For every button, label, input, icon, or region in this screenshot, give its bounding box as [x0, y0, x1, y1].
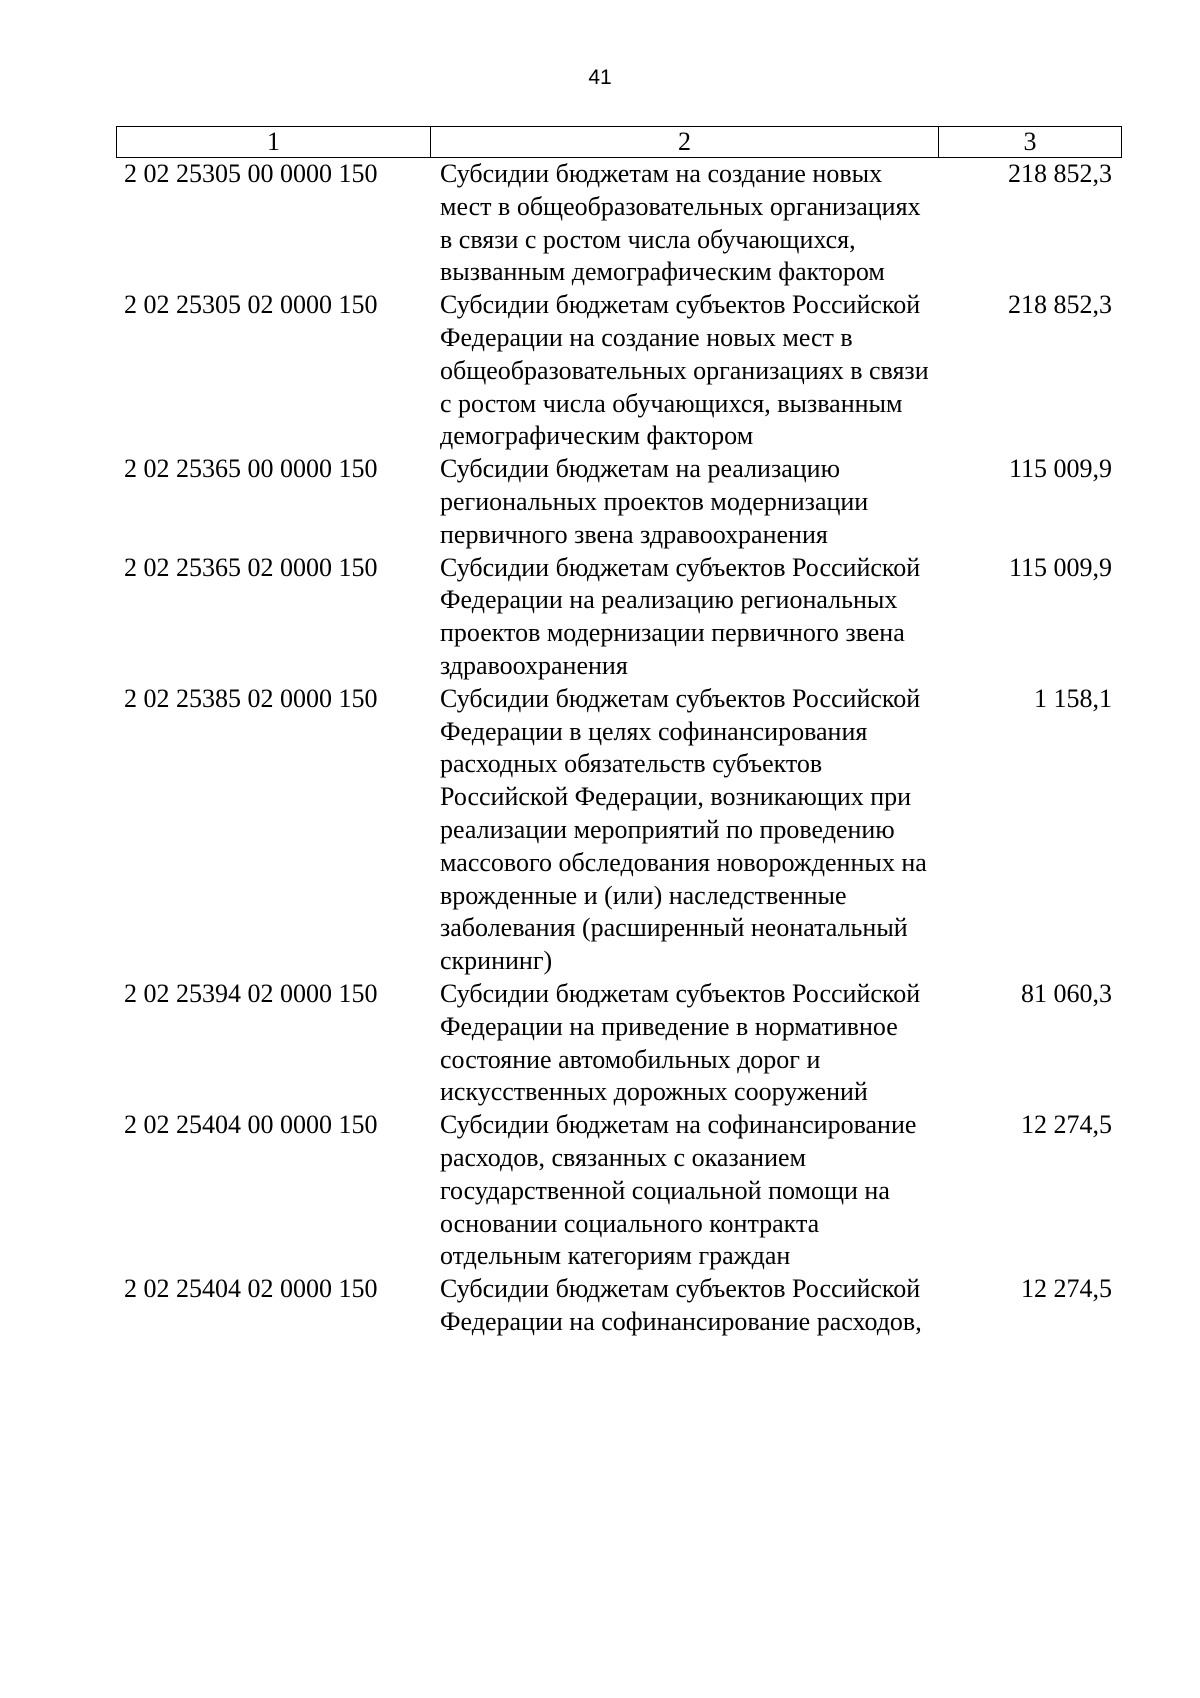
revenue-name: Субсидии бюджетам на софинансирование расходов, связанных с оказанием государственной социальной помощи на основании социального контракта отдельным категориям граждан [440, 1110, 917, 1271]
column-header-3: 3 [1023, 127, 1037, 156]
revenue-name: Субсидии бюджетам субъектов Российской Федерации на реализацию региональных проектов модернизации первичного звена здравоохранения [440, 552, 921, 680]
table-header [116, 126, 1122, 158]
revenue-name: Субсидии бюджетам субъектов Российской Федерации в целях софинансирования расходных обязательств субъектов Российской Федерации, возникающих при реализации мероприятий по проведению массового обследования новорожденных на врожденные и (или) наследственные заболевания (расширенный неонатальный скрининг) [440, 683, 927, 976]
budget-code: 2 02 25394 02 0000 150 [124, 978, 378, 1008]
column-header-1: 1 [117, 127, 431, 157]
amount: 12 274,5 [1021, 1274, 1112, 1304]
amount: 115 009,9 [1008, 552, 1112, 582]
table-row [116, 453, 1122, 551]
amount: 81 060,3 [1021, 978, 1112, 1008]
amount: 115 009,9 [1008, 454, 1112, 484]
amount: 1 158,1 [1034, 683, 1112, 713]
table-row [116, 1109, 1122, 1273]
table-row [116, 978, 1122, 1109]
amount: 12 274,5 [1021, 1110, 1112, 1140]
amount: 218 852,3 [1008, 159, 1112, 188]
table-row [116, 158, 1122, 289]
table-row [116, 289, 1122, 453]
revenue-name: Субсидии бюджетам субъектов Российской Федерации на софинансирование расходов, [440, 1274, 922, 1336]
page-number: 41 [588, 66, 612, 89]
budget-code: 2 02 25365 02 0000 150 [124, 552, 378, 582]
budget-code: 2 02 25305 02 0000 150 [124, 290, 378, 320]
table-body [116, 158, 1122, 1339]
amount: 218 852,3 [1008, 290, 1112, 320]
revenue-name: Субсидии бюджетам на создание новых мест в общеобразовательных организациях в связи с ростом числа обучающихся, вызванным демографическим фактором [440, 159, 921, 287]
budget-code: 2 02 25404 02 0000 150 [124, 1274, 378, 1304]
budget-code: 2 02 25385 02 0000 150 [124, 683, 378, 713]
budget-code: 2 02 25305 00 0000 150 [124, 159, 378, 188]
revenue-name: Субсидии бюджетам субъектов Российской Федерации на создание новых мест в общеобразовательных организациях в связи с ростом числа обучающихся, вызванным демографическим фактором [440, 290, 929, 451]
table-row [116, 683, 1122, 978]
column-header-2: 2 [431, 127, 939, 157]
table-row [116, 1273, 1122, 1339]
revenue-name: Субсидии бюджетам субъектов Российской Федерации на приведение в нормативное состояние автомобильных дорог и искусственных дорожных сооружений [440, 978, 921, 1107]
table-row [116, 552, 1122, 683]
revenue-name: Субсидии бюджетам на реализацию региональных проектов модернизации первичного звена здравоохранения [440, 454, 869, 549]
budget-code: 2 02 25404 00 0000 150 [124, 1110, 378, 1140]
budget-code: 2 02 25365 00 0000 150 [124, 454, 378, 484]
